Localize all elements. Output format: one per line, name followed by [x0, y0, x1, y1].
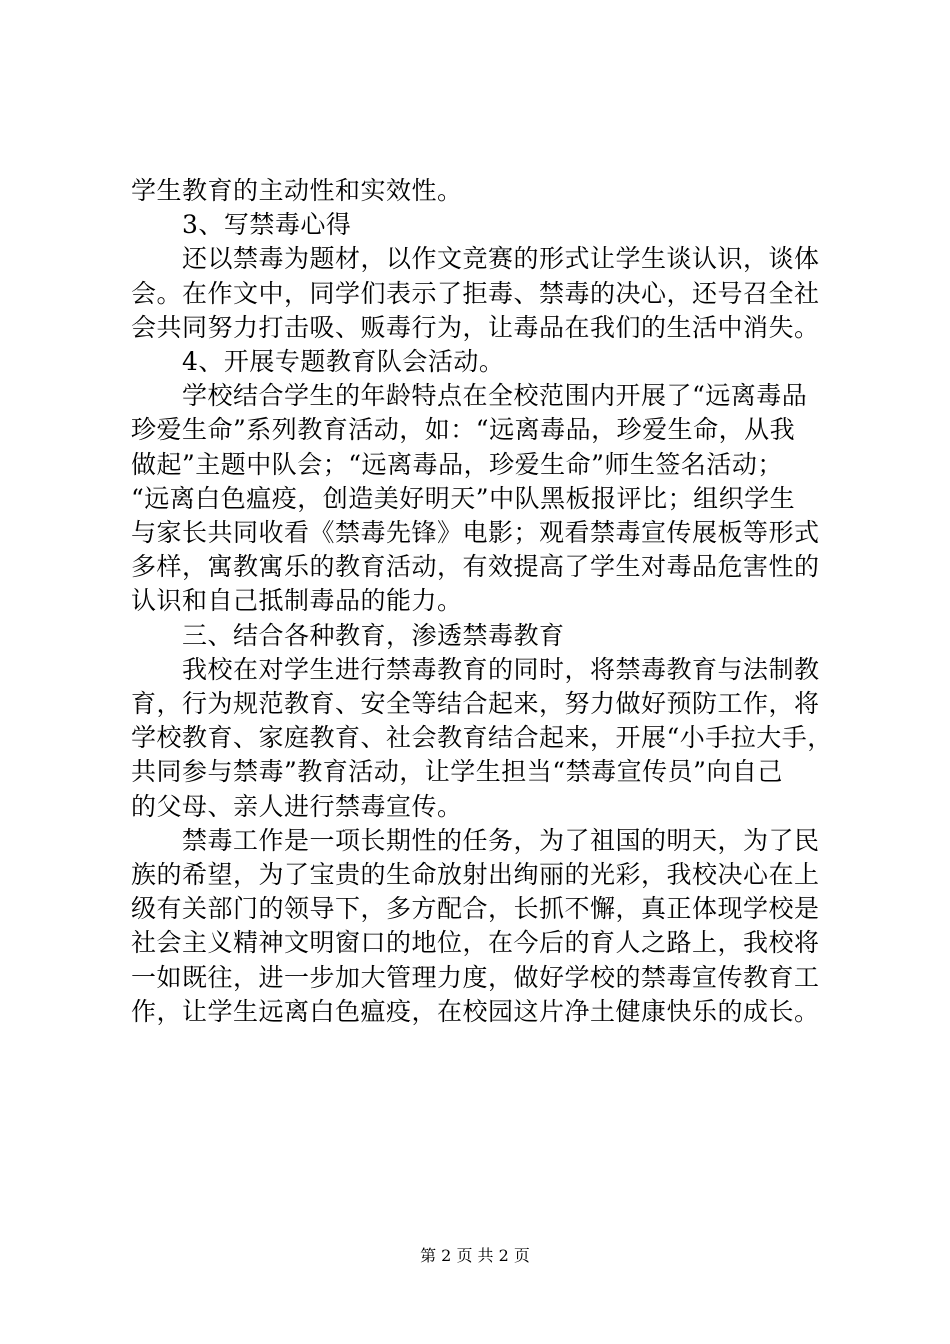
text-line: “远离白色瘟疫，创造美好明天”中队黑板报评比；组织学生: [131, 483, 796, 513]
text-line: 级有关部门的领导下，多方配合，长抓不懈，真正体现学校是: [131, 894, 820, 924]
text-line: 族的希望，为了宝贵的生命放射出绚丽的光彩，我校决心在上: [131, 860, 820, 889]
text-line: 认识和自己抵制毒品的能力。: [131, 586, 463, 616]
text-line: 会。在作文中，同学们表示了拒毒、禁毒的决心，还号召全社: [131, 278, 820, 308]
text-line: 会共同努力打击吸、贩毒行为，让毒品在我们的生活中消失。: [131, 312, 820, 342]
text-line: 学校结合学生的年龄特点在全校范围内开展了“远离毒品: [131, 381, 808, 411]
text-line: 与家长共同收看《禁毒先锋》电影；观看禁毒宣传展板等形式: [131, 518, 820, 547]
text-line: 育，行为规范教育、安全等结合起来，努力做好预防工作，将: [131, 689, 820, 718]
text-line: 还以禁毒为题材，以作文竞赛的形式让学生谈认识，谈体: [131, 244, 820, 274]
text-line: 珍爱生命”系列教育活动，如：“远离毒品，珍爱生命，从我: [131, 415, 796, 445]
text-line: 三、结合各种教育，渗透禁毒教育: [131, 620, 565, 650]
text-line: 作，让学生远离白色瘟疫，在校园这片净土健康快乐的成长。: [131, 996, 820, 1026]
text-line: 我校在对学生进行禁毒教育的同时，将禁毒教育与法制教: [131, 654, 820, 684]
text-line: 3、写禁毒心得: [131, 210, 352, 240]
text-line: 共同参与禁毒”教育活动，让学生担当“禁毒宣传员”向自己: [131, 757, 783, 787]
text-line: 禁毒工作是一项长期性的任务，为了祖国的明天，为了民: [131, 825, 820, 855]
text-line: 学生教育的主动性和实效性。: [131, 176, 463, 205]
text-line: 4、开展专题教育队会活动。: [131, 347, 505, 376]
page-number-footer: 第 2 页 共 2 页: [420, 1246, 530, 1265]
text-line: 做起”主题中队会；“远离毒品，珍爱生命”师生签名活动；: [131, 449, 783, 479]
text-line: 学校教育、家庭教育、社会教育结合起来，开展“小手拉大手，: [131, 723, 833, 753]
text-line: 一如既往，进一步加大管理力度，做好学校的禁毒宣传教育工: [131, 962, 820, 992]
text-line: 社会主义精神文明窗口的地位，在今后的育人之路上，我校将: [131, 928, 820, 958]
text-line: 多样，寓教寓乐的教育活动，有效提高了学生对毒品危害性的: [131, 552, 820, 582]
text-line: 的父母、亲人进行禁毒宣传。: [131, 791, 463, 821]
